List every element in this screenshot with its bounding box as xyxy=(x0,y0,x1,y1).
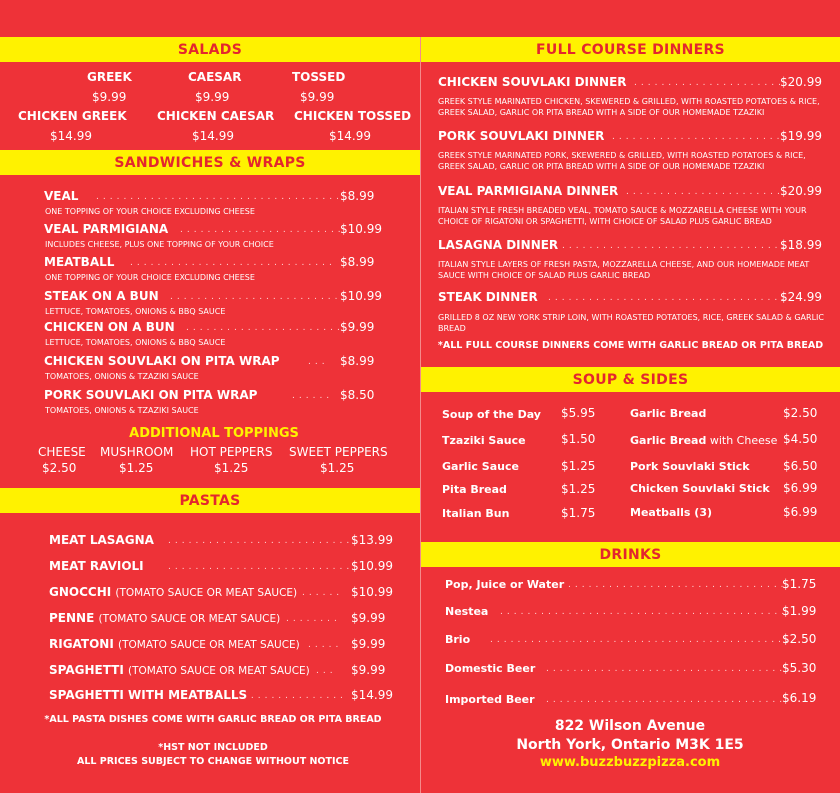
side-price: $4.50 xyxy=(783,432,818,446)
soups-title: SOUP & SIDES xyxy=(572,371,689,388)
dinner-price: $20.99 xyxy=(780,75,822,89)
sandwiches-header xyxy=(0,150,420,175)
sandwich-desc: TOMATOES, ONIONS & TZAZIKI SAUCE xyxy=(45,406,199,415)
topping-name: HOT PEPPERS xyxy=(190,445,273,459)
dinner-desc: ITALIAN STYLE LAYERS OF FRESH PASTA, MOZZARELLA CHEESE, AND OUR HOMEMADE MEAT SAUCE WITH CHOICE OF SALAD PLUS GARLIC BREAD xyxy=(438,260,810,280)
dot-leader: ......................... xyxy=(612,132,784,142)
topping-name: CHEESE xyxy=(38,445,86,459)
drink-name: Pop, Juice or Water xyxy=(445,578,565,591)
dot-leader: ................................ xyxy=(568,580,788,590)
dinner-name: STEAK DINNER xyxy=(438,290,538,304)
pasta-price: $9.99 xyxy=(351,663,386,677)
dinner-name: PORK SOUVLAKI DINNER xyxy=(438,129,605,143)
sandwich-price: $9.99 xyxy=(340,320,375,334)
side-price: $1.25 xyxy=(561,459,596,473)
pasta-item xyxy=(49,611,280,625)
side-name: Italian Bun xyxy=(442,507,510,520)
pasta-note: (TOMATO SAUCE OR MEAT SAUCE) xyxy=(98,613,281,625)
side-item xyxy=(630,506,712,519)
pasta-name: MEAT RAVIOLI xyxy=(49,559,144,573)
sandwich-name: CHICKEN SOUVLAKI ON PITA WRAP xyxy=(44,354,280,368)
salad-price: $14.99 xyxy=(50,129,92,143)
drink-price: $6.19 xyxy=(782,691,817,705)
pasta-price: $9.99 xyxy=(351,637,386,651)
topping-price: $1.25 xyxy=(214,461,249,475)
pasta-item xyxy=(49,688,247,702)
dot-leader: .................................... xyxy=(548,293,795,303)
sandwiches-title: SANDWICHES & WRAPS xyxy=(114,154,306,171)
dot-leader: .................................. xyxy=(562,241,796,251)
dot-leader: ... xyxy=(308,357,329,367)
column-divider xyxy=(420,37,421,793)
pasta-price: $14.99 xyxy=(351,688,393,702)
salad-name: GREEK xyxy=(87,70,132,84)
salad-price: $9.99 xyxy=(195,90,230,104)
drink-name: Domestic Beer xyxy=(445,662,536,675)
dot-leader: ........ xyxy=(286,614,341,624)
salad-name: TOSSED xyxy=(292,70,346,84)
price-disclaimer: ALL PRICES SUBJECT TO CHANGE WITHOUT NOTICE xyxy=(77,756,349,767)
dinner-desc: GREEK STYLE MARINATED CHICKEN, SKEWERED & GRILLED, WITH ROASTED POTATOES & RICE, GREEK SALAD, GARLIC OR PITA BREAD WITH A SIDE OF OUR HOMEMADE TZAZIKI xyxy=(438,97,820,117)
dot-leader: .......................................... xyxy=(500,607,789,617)
dot-leader: ...... xyxy=(302,588,344,598)
pasta-note: (TOMATO SAUCE OR MEAT SAUCE) xyxy=(115,587,298,599)
drink-price: $1.75 xyxy=(782,577,817,591)
side-name: Pork Souvlaki Stick xyxy=(630,460,750,473)
dinner-name: CHICKEN SOUVLAKI DINNER xyxy=(438,75,627,89)
dinner-desc: GRILLED 8 OZ NEW YORK STRIP LOIN, WITH ROASTED POTATOES, RICE, GREEK SALAD & GARLIC BREAD xyxy=(438,313,824,333)
side-price: $5.95 xyxy=(561,406,596,420)
toppings-title: ADDITIONAL TOPPINGS xyxy=(129,426,299,441)
sandwich-desc: LETTUCE, TOMATOES, ONIONS & BBQ SAUCE xyxy=(45,307,226,316)
side-price: $1.50 xyxy=(561,432,596,446)
side-name: Soup of the Day xyxy=(442,408,541,421)
sandwich-price: $10.99 xyxy=(340,222,382,236)
pasta-name: SPAGHETTI xyxy=(49,663,124,677)
pastas-title: PASTAS xyxy=(179,492,241,509)
dot-leader: ................................... xyxy=(546,695,787,705)
dot-leader: .............................. xyxy=(130,258,336,268)
drinks-header xyxy=(421,542,840,567)
dot-leader: ............... xyxy=(244,691,347,701)
sandwich-name: VEAL xyxy=(44,189,79,203)
drink-price: $2.50 xyxy=(782,632,817,646)
side-price: $6.99 xyxy=(783,505,818,519)
drink-price: $1.99 xyxy=(782,604,817,618)
pasta-note: (TOMATO SAUCE OR MEAT SAUCE) xyxy=(128,665,310,677)
pasta-price: $10.99 xyxy=(351,559,393,573)
dot-leader: ........................... xyxy=(168,536,354,546)
address-street: 822 Wilson Avenue xyxy=(554,718,706,734)
sandwich-desc: ONE TOPPING OF YOUR CHOICE EXCLUDING CHEESE xyxy=(45,273,255,282)
sandwich-name: PORK SOUVLAKI ON PITA WRAP xyxy=(44,388,258,402)
side-name: Garlic Bread xyxy=(630,434,707,447)
dinner-desc: ITALIAN STYLE FRESH BREADED VEAL, TOMATO SAUCE & MOZZARELLA CHEESE WITH YOUR CHOICE OF RIGATONI OR SPAGHETTI, WITH CHOICE OF SALAD PLUS GARLIC BREAD xyxy=(438,206,807,226)
pasta-price: $13.99 xyxy=(351,533,393,547)
dot-leader: ........................ xyxy=(180,225,345,235)
pasta-name: PENNE xyxy=(49,611,95,625)
side-name: Garlic Sauce xyxy=(442,460,519,473)
side-item xyxy=(630,434,777,447)
dot-leader: ................................... xyxy=(546,664,787,674)
side-price: $6.99 xyxy=(783,481,818,495)
pastas-footnote: *ALL PASTA DISHES COME WITH GARLIC BREAD OR PITA BREAD xyxy=(44,714,382,725)
dinners-title: FULL COURSE DINNERS xyxy=(536,41,725,58)
sandwich-name: CHICKEN ON A BUN xyxy=(44,320,175,334)
side-price: $2.50 xyxy=(783,406,818,420)
dinner-price: $18.99 xyxy=(780,238,822,252)
drink-name: Nestea xyxy=(445,605,489,618)
drinks-title: DRINKS xyxy=(599,546,662,563)
side-name: Meatballs (3) xyxy=(630,506,713,519)
dot-leader: ............................................ xyxy=(490,635,792,645)
dinner-name: VEAL PARMIGIANA DINNER xyxy=(438,184,619,198)
sandwich-desc: ONE TOPPING OF YOUR CHOICE EXCLUDING CHEESE xyxy=(45,207,255,216)
salads-header xyxy=(0,37,420,62)
address-city: North York, Ontario M3K 1E5 xyxy=(516,737,744,753)
side-name: Tzaziki Sauce xyxy=(442,434,526,447)
dinner-price: $19.99 xyxy=(780,129,822,143)
hst-note: *HST NOT INCLUDED xyxy=(158,742,268,753)
pasta-price: $10.99 xyxy=(351,585,393,599)
pasta-price: $9.99 xyxy=(351,611,386,625)
topping-name: MUSHROOM xyxy=(100,445,174,459)
side-name: Chicken Souvlaki Stick xyxy=(630,482,770,495)
sandwich-desc: TOMATOES, ONIONS & TZAZIKI SAUCE xyxy=(45,372,199,381)
sandwich-name: STEAK ON A BUN xyxy=(44,289,159,303)
dot-leader: ....................... xyxy=(186,323,344,333)
soups-header xyxy=(421,367,840,392)
dot-leader: ...... xyxy=(292,391,334,401)
dot-leader: ... xyxy=(316,666,337,676)
pasta-item xyxy=(49,637,300,651)
dinners-header xyxy=(421,37,840,62)
sandwich-name: VEAL PARMIGIANA xyxy=(44,222,169,236)
pasta-name: SPAGHETTI WITH MEATBALLS xyxy=(49,688,248,702)
salad-name: CHICKEN GREEK xyxy=(18,109,127,123)
side-price: $1.25 xyxy=(561,482,596,496)
dot-leader: ........................... xyxy=(168,562,354,572)
pasta-item xyxy=(49,663,310,677)
dot-leader: ..... xyxy=(308,640,343,650)
side-item xyxy=(630,407,706,420)
sandwich-price: $8.99 xyxy=(340,189,375,203)
pasta-name: MEAT LASAGNA xyxy=(49,533,154,547)
pasta-item xyxy=(49,533,154,547)
pasta-item xyxy=(49,585,297,599)
sandwich-desc: LETTUCE, TOMATOES, ONIONS & BBQ SAUCE xyxy=(45,338,226,347)
sandwich-desc: INCLUDES CHEESE, PLUS ONE TOPPING OF YOUR CHOICE xyxy=(45,240,274,249)
sandwich-price: $8.99 xyxy=(340,255,375,269)
dot-leader: ...................... xyxy=(634,78,785,88)
pasta-name: RIGATONI xyxy=(49,637,114,651)
salad-price: $14.99 xyxy=(329,129,371,143)
side-item xyxy=(630,460,750,473)
sandwich-name: MEATBALL xyxy=(44,255,115,269)
side-name: Pita Bread xyxy=(442,483,507,496)
sandwich-price: $8.50 xyxy=(340,388,375,402)
pastas-header xyxy=(0,488,420,513)
pasta-name: GNOCCHI xyxy=(49,585,112,599)
dot-leader: .................................... xyxy=(96,192,343,202)
side-price: $1.75 xyxy=(561,506,596,520)
salad-name: CHICKEN CAESAR xyxy=(157,109,275,123)
website-link[interactable]: www.buzzbuzzpizza.com xyxy=(539,755,721,770)
side-name: Garlic Bread xyxy=(630,407,707,420)
sandwich-price: $10.99 xyxy=(340,289,382,303)
dinner-desc: GREEK STYLE MARINATED PORK, SKEWERED & GRILLED, WITH ROASTED POTATOES & RICE, GREEK SALAD, GARLIC OR PITA BREAD WITH A SIDE OF OUR HOMEMADE TZAZIKI xyxy=(438,151,806,171)
topping-price: $1.25 xyxy=(119,461,154,475)
dinner-price: $20.99 xyxy=(780,184,822,198)
salad-name: CHICKEN TOSSED xyxy=(294,109,412,123)
dot-leader: ......................... xyxy=(170,292,342,302)
drink-name: Imported Beer xyxy=(445,693,535,706)
salad-price: $14.99 xyxy=(192,129,234,143)
topping-price: $2.50 xyxy=(42,461,77,475)
dinners-footnote: *ALL FULL COURSE DINNERS COME WITH GARLIC BREAD OR PITA BREAD xyxy=(437,340,824,351)
dinner-name: LASAGNA DINNER xyxy=(438,238,559,252)
sandwich-price: $8.99 xyxy=(340,354,375,368)
topping-name: SWEET PEPPERS xyxy=(289,445,388,459)
salad-price: $9.99 xyxy=(300,90,335,104)
topping-price: $1.25 xyxy=(320,461,355,475)
side-price: $6.50 xyxy=(783,459,818,473)
drink-price: $5.30 xyxy=(782,661,817,675)
side-item xyxy=(630,482,770,495)
dot-leader: ....................... xyxy=(626,187,784,197)
salads-title: SALADS xyxy=(177,41,243,58)
salad-name: CAESAR xyxy=(188,70,242,84)
side-extra: with Cheese xyxy=(706,434,778,447)
pasta-note: (TOMATO SAUCE OR MEAT SAUCE) xyxy=(118,639,300,651)
dinner-price: $24.99 xyxy=(780,290,822,304)
salad-price: $9.99 xyxy=(92,90,127,104)
drink-name: Brio xyxy=(445,633,471,646)
pasta-item xyxy=(49,559,144,573)
